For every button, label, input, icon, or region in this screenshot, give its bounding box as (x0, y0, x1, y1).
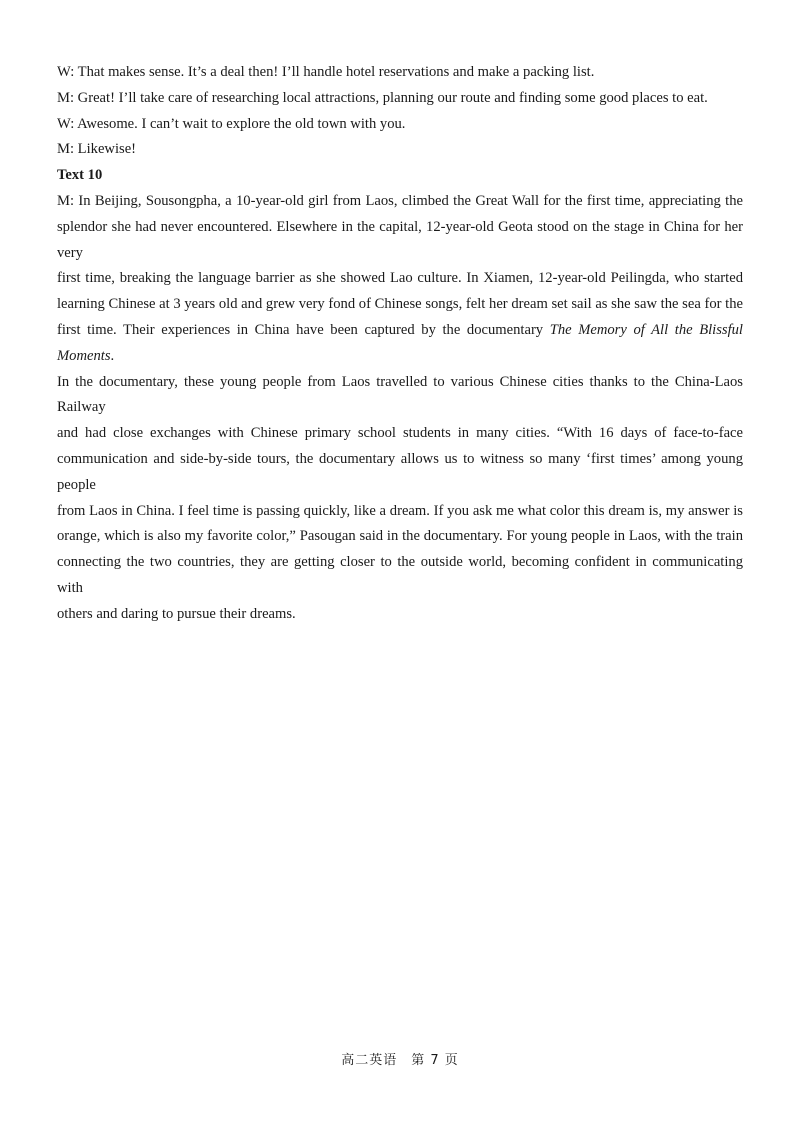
passage-row-11: connecting the two countries, they are getting closer to the outside world, becoming confident in communicating with (57, 554, 743, 596)
passage-row-1: M: In Beijing, Sousongpha, a 10-year-old girl from Laos, climbed the Great Wall for the first time, appreciating the (57, 192, 743, 209)
passage-row-3: first time, breaking the language barrier as she showed Lao culture. In Xiamen, 12-year-old Peilingda, who started (57, 270, 743, 287)
dialogue-line-2: M: Great! I’ll take care of researching local attractions, planning our route and finding some good places to eat. (57, 89, 708, 106)
passage-row-5 (57, 318, 743, 370)
passage-row-5-end: . (110, 347, 115, 364)
passage-row-12: others and daring to pursue their dreams. (57, 605, 296, 622)
passage-row-5-lead: first time. Their experiences in China have been captured by the documentary (57, 321, 550, 338)
document-page (57, 60, 743, 628)
dialogue-line-4: M: Likewise! (57, 141, 137, 158)
passage-row-7: and had close exchanges with Chinese primary school students in many cities. “With 16 days of face-to-face (57, 425, 743, 442)
dialogue-line-3: W: Awesome. I can’t wait to explore the old town with you. (57, 115, 406, 132)
section-heading: Text 10 (57, 167, 103, 184)
passage-row-8: communication and side-by-side tours, the documentary allows us to witness so many ‘first times’ among young people (57, 450, 743, 493)
passage-row-4: learning Chinese at 3 years old and grew very fond of Chinese songs, felt her dream set sail as she saw the sea for the (57, 296, 743, 313)
documentary-title: The Memory of All the Blissful Moments (57, 321, 743, 364)
passage-row-9: from Laos in China. I feel time is passing quickly, like a dream. If you ask me what color this dream is, my answer is (57, 502, 743, 519)
passage-row-6: In the documentary, these young people from Laos travelled to various Chinese cities thanks to the China-Laos Railway (57, 373, 743, 416)
passage-text (57, 189, 743, 628)
passage-row-10: orange, which is also my favorite color,” Pasougan said in the documentary. For young people in Laos, with the train (57, 528, 743, 545)
passage-row-2: splendor she had never encountered. Elsewhere in the capital, 12-year-old Geota stood on the stage in China for her very (57, 218, 743, 261)
page-footer: 高二英语 第 7 页 (341, 1053, 459, 1068)
dialogue-line-1: W: That makes sense. It’s a deal then! I’ll handle hotel reservations and make a packing list. (57, 64, 595, 80)
